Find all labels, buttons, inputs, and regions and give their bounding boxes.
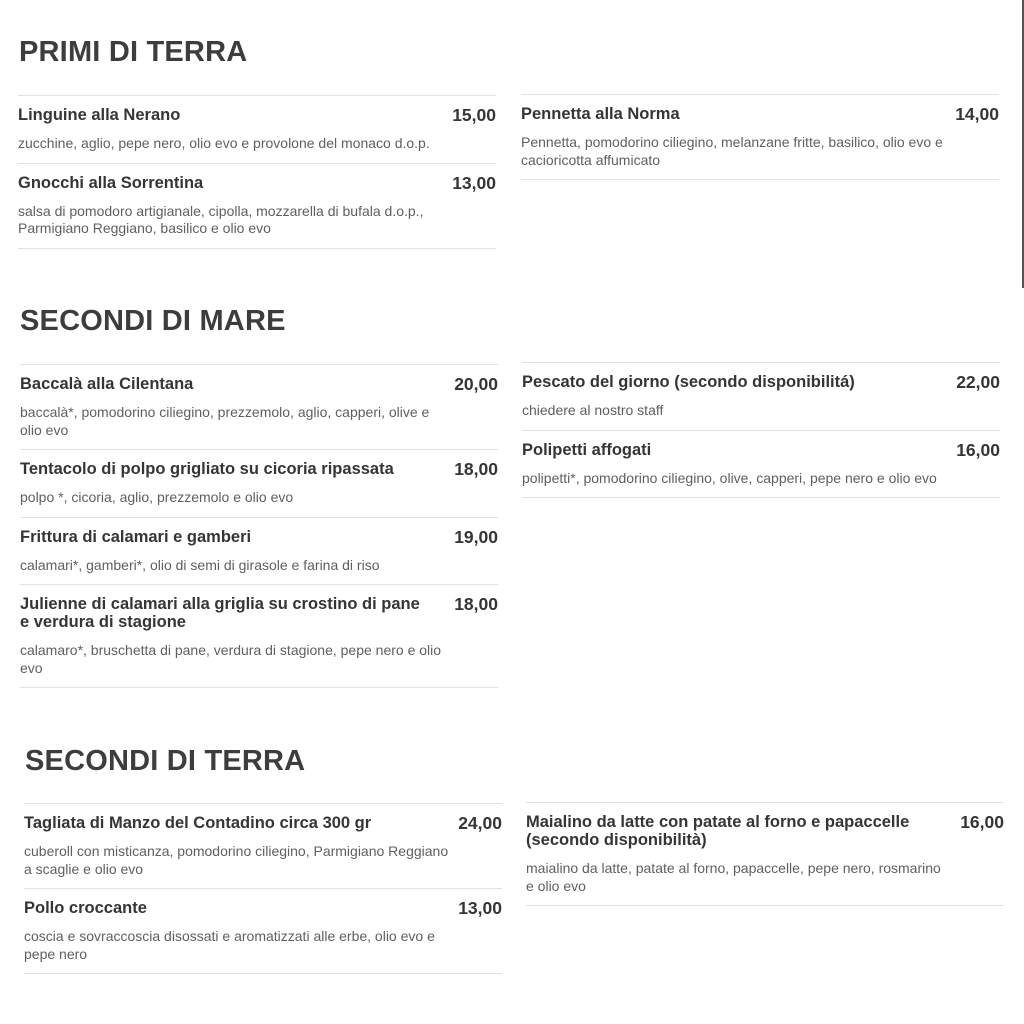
item-description: zucchine, aglio, pepe nero, olio evo e provolone del monaco d.o.p. (18, 135, 430, 151)
item-description: chiedere al nostro staff (522, 402, 664, 418)
item-price: 13,00 (458, 898, 502, 918)
item-name: Frittura di calamari e gamberi (20, 527, 252, 546)
item-name: Julienne di calamari alla griglia su crostino di pane e verdura di stagione (20, 595, 420, 631)
item-name: Maialino da latte con patate al forno e papaccelle (secondo disponibilità) (526, 813, 910, 849)
menu-item (24, 888, 502, 974)
item-price: 18,00 (454, 459, 498, 479)
menu-item (526, 802, 1004, 906)
item-name: Baccalà alla Cilentana (20, 375, 194, 393)
item-name: Polipetti affogati (522, 440, 652, 459)
menu-column-right (521, 94, 999, 180)
section-title: PRIMI DI TERRA (19, 36, 248, 68)
section-title: SECONDI DI MARE (20, 305, 286, 337)
item-description: Pennetta, pomodorino ciliegino, melanzane fritte, basilico, olio evo e cacioricotta affumicato (521, 134, 943, 168)
menu-item (18, 95, 496, 163)
item-name: Tagliata di Manzo del Contadino circa 300 gr (24, 814, 372, 832)
item-description: polipetti*, pomodorino ciliegino, olive, capperi, pepe nero e olio evo (522, 469, 937, 486)
menu-item (521, 94, 999, 180)
item-price: 14,00 (955, 104, 999, 124)
item-description: baccalà*, pomodorino ciliegino, prezzemolo, aglio, capperi, olive e olio evo (20, 404, 430, 438)
menu-column-left (24, 803, 502, 974)
item-name: Gnocchi alla Sorrentina (18, 173, 204, 192)
item-price: 18,00 (454, 594, 498, 614)
item-name: Pennetta alla Norma (521, 105, 680, 123)
item-name: Pescato del giorno (secondo disponibilitá) (522, 373, 855, 391)
item-description: coscia e sovraccoscia disossati e aromatizzati alle erbe, olio evo e pepe nero (24, 928, 435, 962)
menu-item (18, 163, 496, 249)
item-price: 22,00 (956, 372, 1000, 392)
menu-item (20, 584, 498, 688)
item-description: polpo *, cicoria, aglio, prezzemolo e olio evo (20, 489, 294, 505)
item-price: 15,00 (452, 105, 496, 125)
menu-item (20, 364, 498, 449)
item-price: 13,00 (452, 172, 496, 193)
item-description: cuberoll con misticanza, pomodorino ciliegino, Parmigiano Reggiano a scaglie e olio evo (24, 843, 449, 877)
item-description: calamaro*, bruschetta di pane, verdura di stagione, pepe nero e olio evo (20, 642, 442, 676)
menu-item (20, 449, 498, 517)
item-name: Pollo croccante (24, 899, 147, 917)
item-price: 16,00 (960, 812, 1004, 832)
menu-column-right (522, 362, 1000, 498)
item-price: 19,00 (454, 526, 498, 547)
menu-item (24, 803, 502, 888)
item-price: 24,00 (458, 813, 502, 833)
item-description: salsa di pomodoro artigianale, cipolla, mozzarella di bufala d.o.p., Parmigiano Reggiano, basilico e olio evo (18, 202, 424, 236)
menu-item (522, 362, 1000, 430)
item-description: maialino da latte, patate al forno, papaccelle, pepe nero, rosmarino e olio evo (526, 860, 941, 894)
section-title: SECONDI DI TERRA (25, 745, 306, 777)
item-description: calamari*, gamberi*, olio di semi di girasole e farina di riso (20, 556, 380, 573)
menu-column-left (20, 364, 498, 688)
item-price: 20,00 (454, 374, 498, 394)
item-name: Linguine alla Nerano (18, 106, 181, 124)
menu-column-right (526, 802, 1004, 906)
item-name: Tentacolo di polpo grigliato su cicoria ripassata (20, 460, 394, 478)
item-price: 16,00 (956, 439, 1000, 460)
menu-item (522, 430, 1000, 499)
menu-column-left (18, 95, 496, 249)
menu-item (20, 517, 498, 585)
